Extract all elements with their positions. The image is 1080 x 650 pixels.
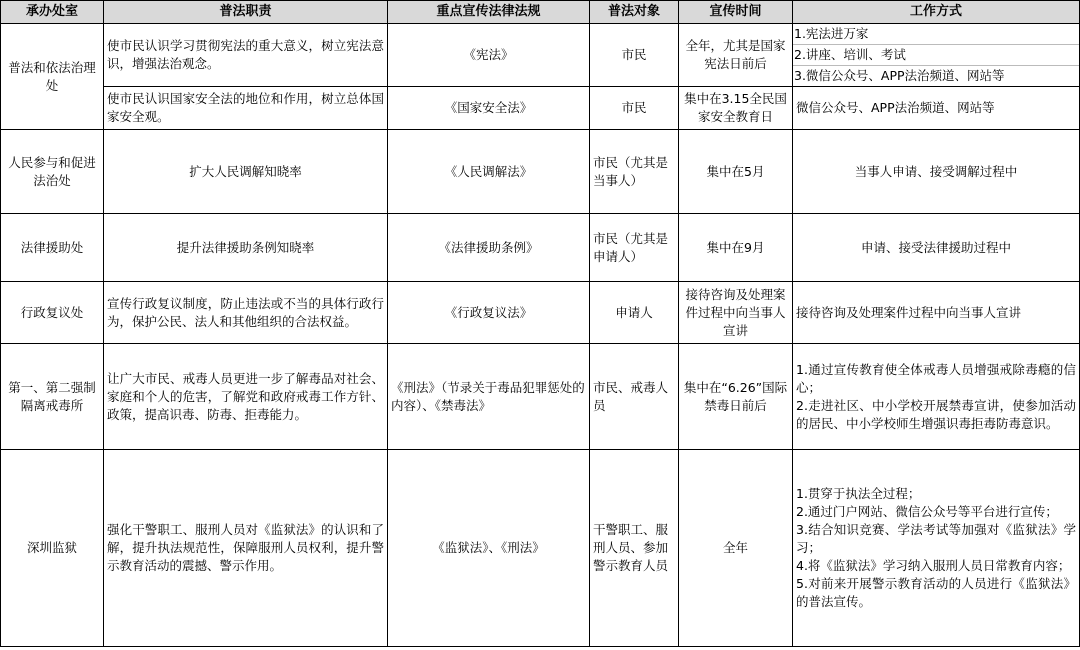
method-item: 1.贯穿于执法全过程； <box>796 486 921 501</box>
law-cell: 《宪法》 <box>388 24 590 87</box>
time-cell <box>679 87 793 130</box>
time-text: 集中在3.15全民国家安全教育日 <box>684 91 787 124</box>
dept-cell: 第一、第二强制隔离戒毒所 <box>1 344 104 450</box>
duty-cell: 扩大人民调解知晓率 <box>104 130 388 214</box>
target-cell: 市民（尤其是申请人） <box>590 214 679 282</box>
table-row <box>1 87 1080 130</box>
header-dept: 承办处室 <box>1 1 104 24</box>
method-item: 1.宪法进万家 <box>793 24 1079 45</box>
header-time: 宣传时间 <box>679 1 793 24</box>
method-cell <box>793 344 1080 450</box>
method-item: 3.结合知识竞赛、学法考试等加强对《监狱法》学习； <box>796 522 1076 555</box>
dept-cell: 深圳监狱 <box>1 450 104 647</box>
time-cell: 接待咨询及处理案件过程中向当事人宣讲 <box>679 282 793 344</box>
target-cell: 市民 <box>590 24 679 87</box>
time-cell: 集中在“6.26”国际禁毒日前后 <box>679 344 793 450</box>
header-duty: 普法职责 <box>104 1 388 24</box>
table-row <box>1 24 1080 87</box>
law-cell: 《法律援助条例》 <box>388 214 590 282</box>
table-row <box>1 214 1080 282</box>
law-cell: 《监狱法》、《刑法》 <box>388 450 590 647</box>
duty-cell: 使市民认识国家安全法的地位和作用，树立总体国家安全观。 <box>104 87 388 130</box>
method-item: 4.将《监狱法》学习纳入服刑人员日常教育内容； <box>796 558 1071 573</box>
table-row <box>1 282 1080 344</box>
method-item: 1.通过宣传教育使全体戒毒人员增强戒除毒瘾的信心； <box>796 361 1076 395</box>
target-cell: 市民 <box>590 87 679 130</box>
time-cell: 集中在5月 <box>679 130 793 214</box>
dept-cell: 行政复议处 <box>1 282 104 344</box>
dept-cell: 普法和依法治理处 <box>1 24 104 130</box>
time-cell: 全年，尤其是国家宪法日前后 <box>679 24 793 87</box>
duty-cell: 让广大市民、戒毒人员更进一步了解毒品对社会、家庭和个人的危害，了解党和政府戒毒工作方针、政策，提高识毒、防毒、拒毒能力。 <box>104 344 388 450</box>
header-row <box>1 1 1080 24</box>
method-item: 2.通过门户网站、微信公众号等平台进行宣传； <box>796 504 1058 519</box>
law-cell: 《行政复议法》 <box>388 282 590 344</box>
target-cell: 干警职工、服刑人员、参加警示教育人员 <box>590 450 679 647</box>
duty-cell: 宣传行政复议制度，防止违法或不当的具体行政行为，保护公民、法人和其他组织的合法权益。 <box>104 282 388 344</box>
target-cell: 市民（尤其是当事人） <box>590 130 679 214</box>
target-cell: 申请人 <box>590 282 679 344</box>
header-method: 工作方式 <box>793 1 1080 24</box>
method-item: 3.微信公众号、APP法治频道、网站等 <box>794 68 1005 83</box>
duty-cell: 强化干警职工、服刑人员对《监狱法》的认识和了解，提升执法规范性，保障服刑人员权利，提升警示教育活动的震撼、警示作用。 <box>104 450 388 647</box>
method-cell: 申请、接受法律援助过程中 <box>793 214 1080 282</box>
method-cell <box>793 24 1080 87</box>
duty-cell: 使市民认识学习贯彻宪法的重大意义，树立宪法意识，增强法治观念。 <box>104 24 388 87</box>
method-item: 2.讲座、培训、考试 <box>793 45 1079 66</box>
method-item: 2.走进社区、中小学校开展禁毒宣讲，使参加活动的居民、中小学校师生增强识毒拒毒防毒意识。 <box>796 397 1076 431</box>
time-cell: 集中在9月 <box>679 214 793 282</box>
dept-cell: 人民参与和促进法治处 <box>1 130 104 214</box>
table-row <box>1 130 1080 214</box>
method-item: 5.对前来开展警示教育活动的人员进行《监狱法》的普法宣传。 <box>796 576 1076 609</box>
method-cell: 微信公众号、APP法治频道、网站等 <box>793 87 1080 130</box>
table-row <box>1 344 1080 450</box>
method-cell: 当事人申请、接受调解过程中 <box>793 130 1080 214</box>
duty-cell: 提升法律援助条例知晓率 <box>104 214 388 282</box>
law-cell: 《刑法》（节录关于毒品犯罪惩处的内容）、《禁毒法》 <box>388 344 590 450</box>
method-cell <box>793 450 1080 647</box>
dept-cell: 法律援助处 <box>1 214 104 282</box>
table-row <box>1 450 1080 647</box>
target-cell: 市民、戒毒人员 <box>590 344 679 450</box>
header-law: 重点宣传法律法规 <box>388 1 590 24</box>
header-target: 普法对象 <box>590 1 679 24</box>
method-cell: 接待咨询及处理案件过程中向当事人宣讲 <box>793 282 1080 344</box>
law-cell: 《国家安全法》 <box>388 87 590 130</box>
law-cell: 《人民调解法》 <box>388 130 590 214</box>
time-cell: 全年 <box>679 450 793 647</box>
